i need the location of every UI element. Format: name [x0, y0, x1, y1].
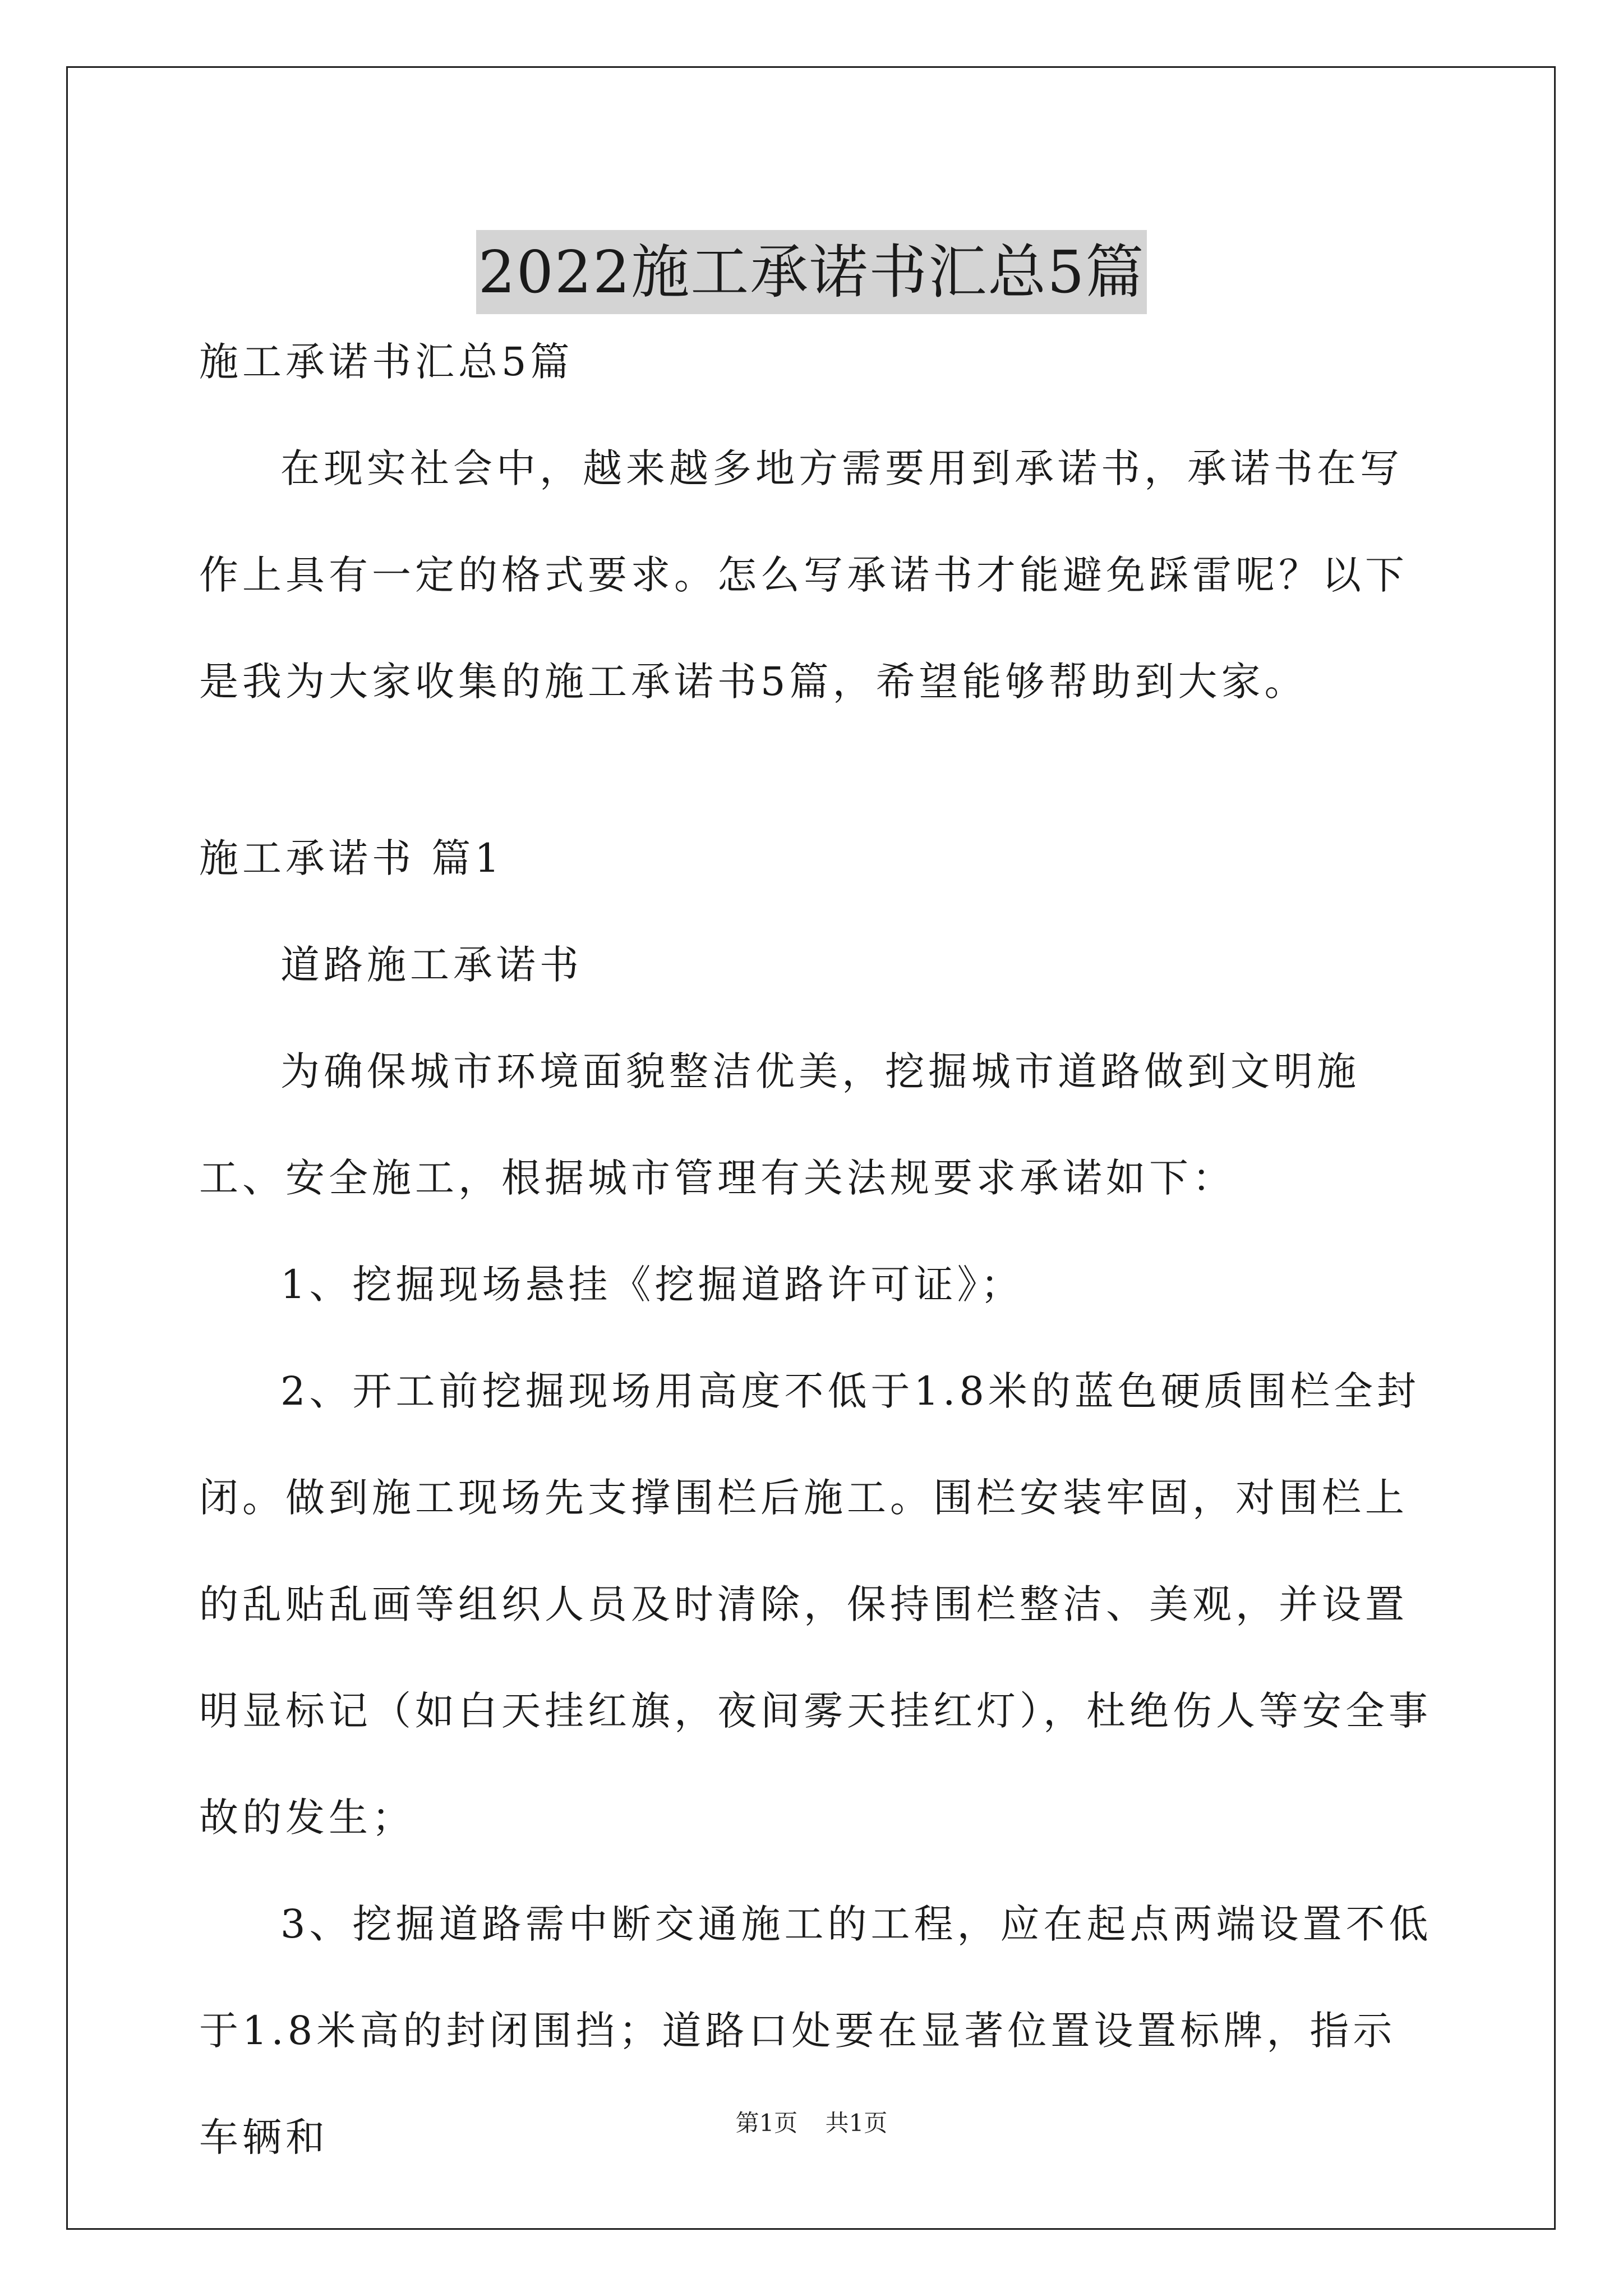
letter-title: 道路施工承诺书 [280, 942, 583, 988]
list-item-2: 2、开工前挖掘现场用高度不低于1.8米的蓝色硬质围栏全封闭。做到施工现场先支撑围栏后施工。围栏安装牢固，对围栏上的乱贴乱画等组织人员及时清除，保持围栏整洁、美观，并设置明显标记（如白天挂红旗，夜间雾天挂红灯），杜绝伤人等安全事故的发生； [199, 1368, 1432, 1841]
intro-paragraph: 在现实社会中，越来越多地方需要用到承诺书，承诺书在写作上具有一定的格式要求。怎么写承诺书才能避免踩雷呢？以下是我为大家收集的施工承诺书5篇，希望能够帮助到大家。 [199, 445, 1408, 705]
document-body [199, 309, 1433, 2191]
body-paragraph: 为确保城市环境面貌整洁优美，挖掘城市道路做到文明施工、安全施工，根据城市管理有关法规要求承诺如下： [199, 1048, 1360, 1201]
document-title: 2022施工承诺书汇总5篇 [476, 230, 1147, 314]
list-item-3: 3、挖掘道路需中断交通施工的工程，应在起点两端设置不低于1.8米高的封闭围挡；道路口处要在显著位置设置标牌，指示车辆和 [199, 1901, 1432, 2160]
section-heading: 施工承诺书 篇1 [199, 835, 504, 881]
page-footer [0, 2106, 1623, 2140]
list-item-1: 1、挖掘现场悬挂《挖掘道路许可证》； [280, 1262, 1024, 1308]
page-number-current: 第1页 [735, 2109, 798, 2137]
page-number-total: 共1页 [825, 2109, 888, 2137]
subtitle-paragraph: 施工承诺书汇总5篇 [199, 339, 574, 385]
